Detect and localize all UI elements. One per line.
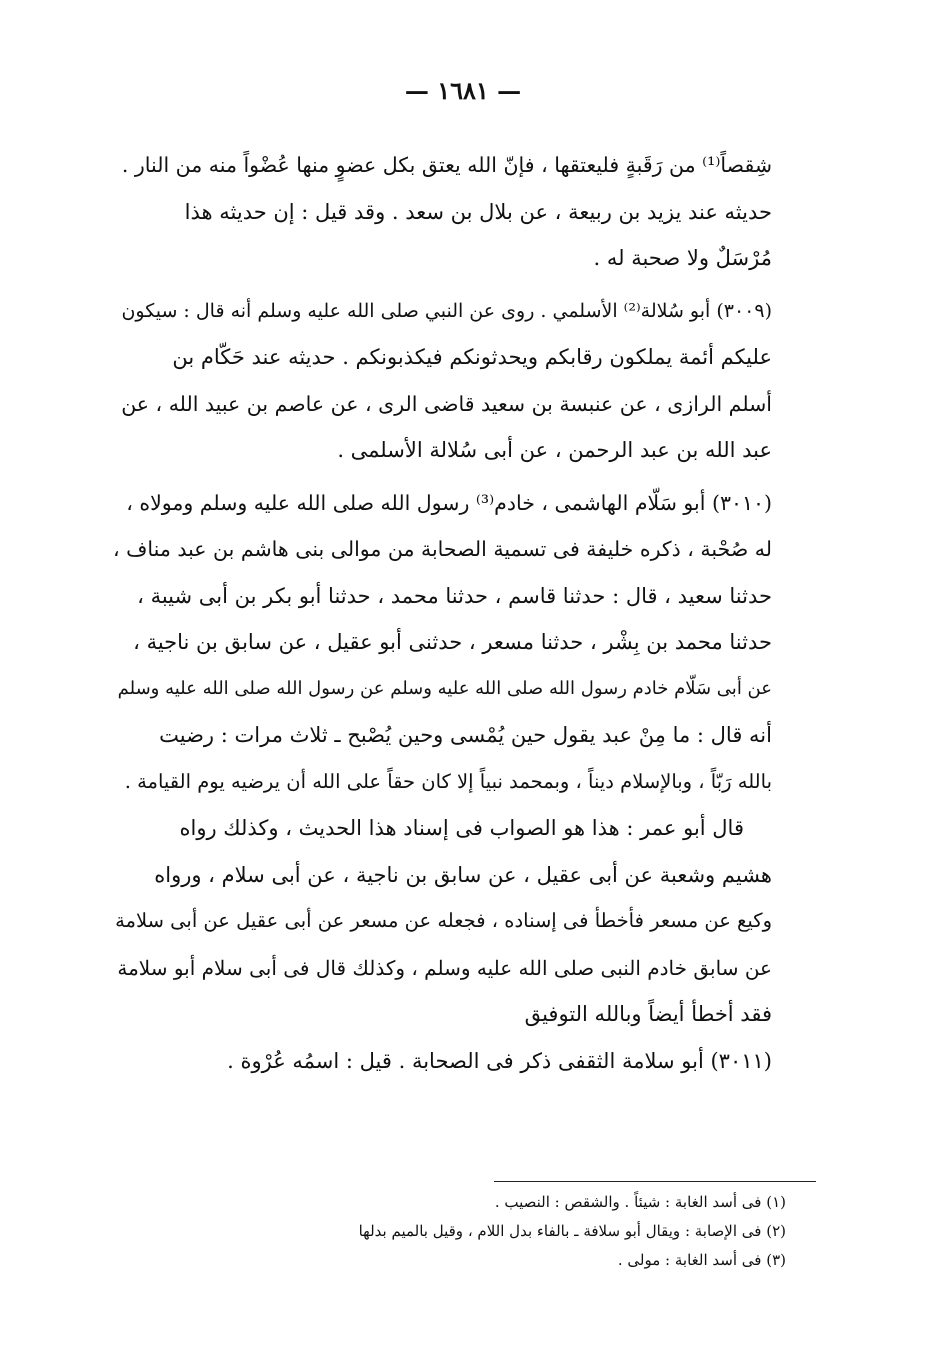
text-line: أنه قال : ما مِنْ عبد يقول حين يُمْسى وحين يُصْبح ـ ثلاث مرات : رضيت <box>159 723 772 747</box>
text-line: عليكم أئمة يملكون رقابكم ويحدثونكم فيكذبونكم . حديثه عند حَكّام بن <box>172 345 772 369</box>
text-line: حدثنا سعيد ، قال : حدثنا قاسم ، حدثنا محمد ، حدثنا أبو بكر بن أبى شيبة ، <box>137 583 772 608</box>
commentary-line: قال أبو عمر : هذا هو الصواب فى إسناد هذا الحديث ، وكذلك رواه <box>179 816 744 840</box>
text-line: بالله رَبّاً ، وبالإسلام ديناً ، وبمحمد نبياً إلا كان حقاً على الله أن يرضيه يوم القيامة . <box>124 769 772 793</box>
text-line: له صُحْبة ، ذكره خليفة فى تسمية الصحابة من موالى بنى هاشم بن عبد مناف ، <box>113 537 772 561</box>
footnote-1: (١) فى أسد الغابة : شيئاً . والشقص : النصيب . <box>494 1193 786 1211</box>
entry-3010-heading-line: (٣٠١٠) أبو سَلّام الهاشمى ، خادم⁽³⁾ رسول الله صلى الله عليه وسلم ومولاه ، <box>126 490 772 515</box>
text-line: شِقصاً⁽¹⁾ من رَقَبةٍ فليعتقها ، فإنّ الله يعتق بكل عضوٍ منها عُضْواً منه من النار . <box>121 153 772 177</box>
footnotes <box>226 1188 786 1275</box>
text-line: عن سابق خادم النبى صلى الله عليه وسلم ، وكذلك قال فى أبى سلام أبو سلامة <box>117 955 772 980</box>
text-line: هشيم وشعبة عن أبى عقيل ، عن سابق بن ناجية ، عن أبى سلام ، ورواه <box>154 862 772 887</box>
entry-3009-heading-line: (٣٠٠٩) أبو سُلالة⁽²⁾ الأسلمي . روى عن النبي صلى الله عليه وسلم أنه قال : سيكون <box>121 299 772 322</box>
text-line: عبد الله بن عبد الرحمن ، عن أبى سُلالة الأسلمى . <box>337 438 772 462</box>
text-line: مُرْسَلٌ ولا صحبة له . <box>593 246 772 270</box>
footnote-3: (٣) فى أسد الغابة : مولى . <box>617 1251 786 1269</box>
footnote-2: (٢) فى الإصابة : ويقال أبو سلافة ـ بالفاء بدل اللام ، وقيل بالميم بدلها <box>358 1222 786 1240</box>
text-line: أسلم الرازى ، عن عنبسة بن سعيد قاضى الرى ، عن عاصم بن عبيد الله ، عن <box>121 391 772 416</box>
body-text <box>112 142 772 1084</box>
text-line: عن أبى سَلّام خادم رسول الله صلى الله عليه وسلم عن رسول الله صلى الله عليه وسلم <box>117 677 772 699</box>
page-number: — ١٦٨١ — <box>404 76 522 105</box>
text-line: وكيع عن مسعر فأخطأ فى إسناده ، فجعله عن مسعر عن أبى عقيل عن أبى سلامة <box>115 909 772 932</box>
entry-3011-heading-line: (٣٠١١) أبو سلامة الثقفى ذكر فى الصحابة . قيل : اسمُه عُرْوة . <box>227 1048 772 1073</box>
text-line: حديثه عند يزيد بن ربيعة ، عن بلال بن سعد . وقد قيل : إن حديثه هذا <box>184 199 772 224</box>
text-line: فقد أخطأ أيضاً وبالله التوفيق <box>524 1002 772 1026</box>
footnote-divider <box>494 1181 816 1182</box>
text-line: حدثنا محمد بن بِشْر ، حدثنا مسعر ، حدثنى أبو عقيل ، عن سابق بن ناجية ، <box>133 630 772 654</box>
